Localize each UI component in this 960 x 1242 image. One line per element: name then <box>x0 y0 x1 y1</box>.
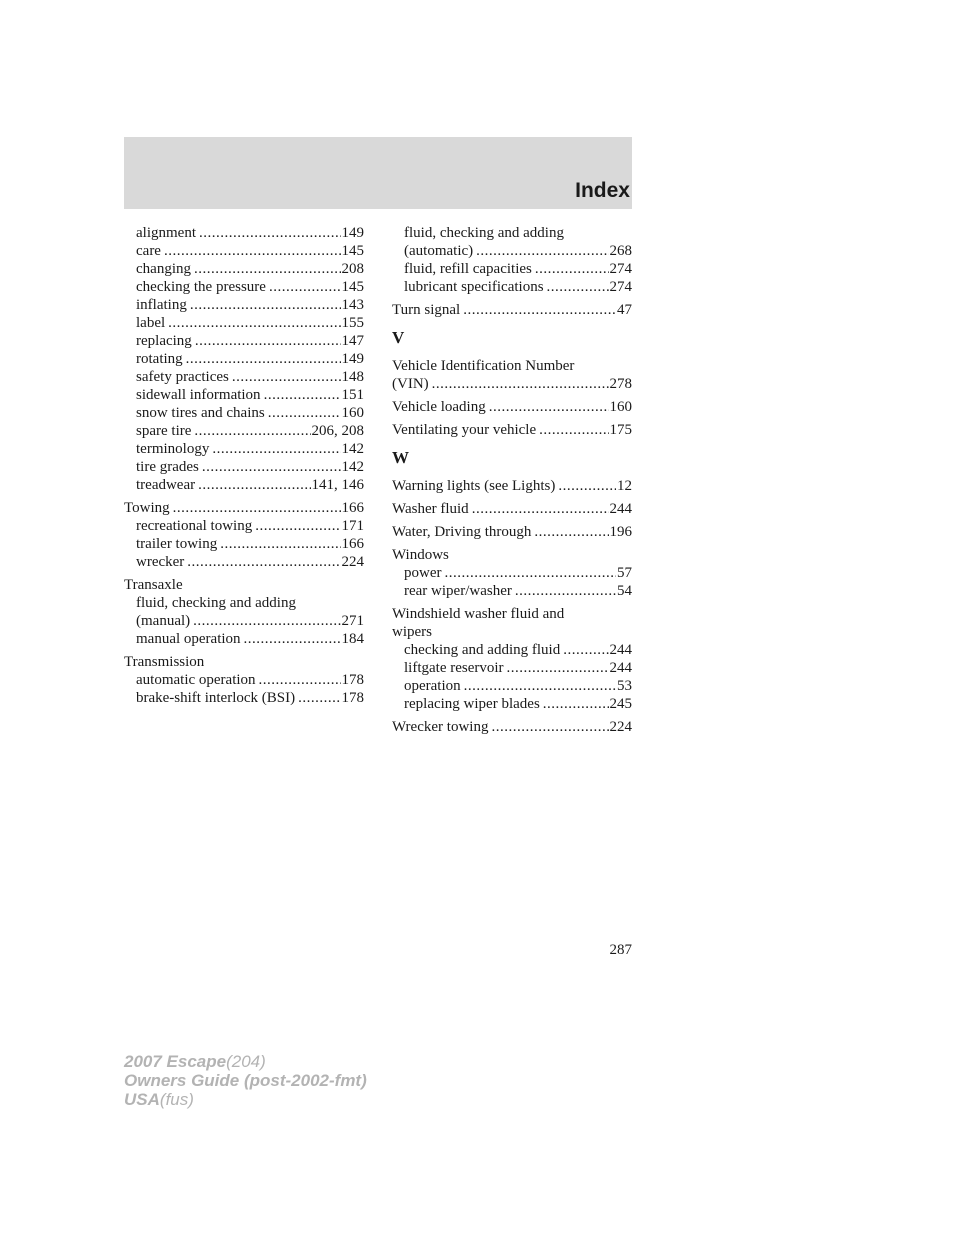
index-entry-row <box>136 242 364 260</box>
index-entry-row <box>136 689 364 707</box>
index-entry-label: inflating <box>136 297 187 313</box>
index-entry <box>392 523 632 541</box>
index-entry <box>124 314 364 332</box>
index-entry-row <box>136 422 364 440</box>
index-entry <box>392 500 632 518</box>
index-page-ref: 244 <box>609 642 632 658</box>
index-page-ref: 47 <box>617 302 632 318</box>
index-page-ref: 53 <box>617 678 632 694</box>
index-entry-label: Water, Driving through <box>392 524 532 540</box>
index-entry <box>124 671 364 689</box>
dot-leader <box>515 582 616 600</box>
dot-leader <box>198 476 310 494</box>
index-page-ref: 149 <box>341 225 364 241</box>
index-entry <box>124 689 364 707</box>
index-entry-label: operation <box>404 678 461 694</box>
index-page-ref: 160 <box>341 405 364 421</box>
dot-leader <box>547 278 609 296</box>
index-entry-row <box>404 564 632 582</box>
index-entry-label: Vehicle loading <box>392 399 486 415</box>
index-entry-row <box>136 332 364 350</box>
index-page-ref: 166 <box>341 500 364 516</box>
index-section-letter: W <box>392 448 409 467</box>
index-entry-label: Windows <box>392 547 449 563</box>
index-entry-row <box>404 695 632 713</box>
index-entry-label: treadwear <box>136 477 196 493</box>
dot-leader <box>464 677 616 695</box>
dot-leader <box>212 440 340 458</box>
index-entry-row <box>392 546 632 564</box>
index-entry-row <box>392 375 632 393</box>
index-page-ref: 160 <box>609 399 632 415</box>
index-page-ref: 244 <box>609 660 632 676</box>
index-entry-label: Transmission <box>124 654 205 670</box>
index-page-ref: 175 <box>609 422 632 438</box>
footer-market: USA <box>124 1090 160 1109</box>
dot-leader <box>298 689 340 707</box>
index-page-ref: 271 <box>341 613 364 629</box>
index-page-ref: 141, 146 <box>311 477 364 493</box>
index-entry <box>392 357 632 393</box>
dot-leader <box>563 641 608 659</box>
index-entry <box>124 630 364 648</box>
index-page-ref: 151 <box>341 387 364 403</box>
index-page-ref: 171 <box>341 518 364 534</box>
index-entry-label: brake-shift interlock (BSI) <box>136 690 296 706</box>
index-entry-row <box>392 421 632 439</box>
dot-leader <box>432 375 609 393</box>
index-entry-row <box>392 718 632 736</box>
dot-leader <box>193 612 340 630</box>
index-entry <box>124 499 364 517</box>
index-page-ref: 274 <box>609 261 632 277</box>
index-entry <box>392 582 632 600</box>
index-entry-row <box>136 368 364 386</box>
index-entry <box>392 659 632 677</box>
index-entry <box>392 260 632 278</box>
index-entry-row <box>136 553 364 571</box>
index-entry-label: changing <box>136 261 191 277</box>
dot-leader <box>199 224 341 242</box>
index-entry <box>124 260 364 278</box>
dot-leader <box>232 368 341 386</box>
index-entry <box>392 421 632 439</box>
index-page-ref: 142 <box>341 459 364 475</box>
dot-leader <box>259 671 341 689</box>
index-entry-row <box>136 630 364 648</box>
index-section-letter: V <box>392 328 405 347</box>
index-entry-label: Turn signal <box>392 302 461 318</box>
index-entry-row <box>404 677 632 695</box>
index-entry-row <box>124 576 364 594</box>
index-entry-label: automatic operation <box>136 672 256 688</box>
index-page-ref: 224 <box>341 554 364 570</box>
dot-leader <box>164 242 341 260</box>
index-column-right <box>392 224 632 736</box>
index-entry-label: checking and adding fluid <box>404 642 561 658</box>
index-entry <box>392 477 632 495</box>
index-entry <box>124 350 364 368</box>
index-entry <box>124 476 364 494</box>
footer-model-code: (204) <box>226 1052 266 1071</box>
dot-leader <box>194 422 310 440</box>
index-page-ref: 147 <box>341 333 364 349</box>
index-page-ref: 178 <box>341 690 364 706</box>
index-page-ref: 57 <box>617 565 632 581</box>
index-page-ref: 155 <box>341 315 364 331</box>
index-page-ref: 12 <box>617 478 632 494</box>
index-entry-row <box>404 582 632 600</box>
index-page-ref: 245 <box>609 696 632 712</box>
index-entry-label: liftgate reservoir <box>404 660 504 676</box>
dot-leader <box>269 278 341 296</box>
index-entry-label: Towing <box>124 500 170 516</box>
dot-leader <box>535 260 609 278</box>
index-entry-row <box>404 242 632 260</box>
index-page-ref: 142 <box>341 441 364 457</box>
index-entry-row <box>404 641 632 659</box>
index-page-ref: 208 <box>341 261 364 277</box>
dot-leader <box>491 718 608 736</box>
index-page-ref: 206, 208 <box>311 423 364 439</box>
index-entry-label: wrecker <box>136 554 185 570</box>
index-entry-label: alignment <box>136 225 196 241</box>
footer-guide: Owners Guide (post-2002-fmt) <box>124 1071 367 1090</box>
index-entry-row <box>124 499 364 517</box>
index-entry-row <box>136 440 364 458</box>
index-entry-label: snow tires and chains <box>136 405 265 421</box>
index-entry-label: tire grades <box>136 459 199 475</box>
index-entry-row <box>136 517 364 535</box>
index-entry <box>124 404 364 422</box>
index-entry-row <box>392 500 632 518</box>
index-entry <box>124 594 364 630</box>
index-entry-row <box>136 278 364 296</box>
index-entry-row <box>392 398 632 416</box>
index-entry-row <box>392 301 632 319</box>
index-entry <box>392 546 632 564</box>
index-entry-label: checking the pressure <box>136 279 266 295</box>
index-entry-label-line: fluid, checking and adding <box>404 225 564 241</box>
index-page-ref: 148 <box>341 369 364 385</box>
index-entry-label-line: wipers <box>392 624 432 640</box>
index-entry <box>392 278 632 296</box>
index-page-ref: 145 <box>341 279 364 295</box>
index-entry-label: manual operation <box>136 631 241 647</box>
index-entry <box>124 386 364 404</box>
dot-leader <box>186 350 341 368</box>
index-entry-label: Transaxle <box>124 577 183 593</box>
dot-leader <box>463 301 616 319</box>
page-number: 287 <box>609 942 632 958</box>
index-entry-label: (VIN) <box>392 376 429 392</box>
index-entry-row <box>404 278 632 296</box>
index-header-band <box>124 137 632 209</box>
dot-leader <box>195 332 341 350</box>
index-entry-label-line: fluid, checking and adding <box>136 595 296 611</box>
index-entry-row <box>136 458 364 476</box>
index-entry-label: (manual) <box>136 613 191 629</box>
index-entry-label: power <box>404 565 442 581</box>
index-entry-label-line: Vehicle Identification Number <box>392 358 575 374</box>
index-page-ref: 196 <box>609 524 632 540</box>
dot-leader <box>445 564 617 582</box>
index-entry-label: Warning lights (see Lights) <box>392 478 556 494</box>
index-entry-row <box>404 260 632 278</box>
index-page-ref: 244 <box>609 501 632 517</box>
dot-leader <box>534 523 608 541</box>
index-entry <box>392 695 632 713</box>
index-entry-label: replacing <box>136 333 192 349</box>
index-entry <box>124 368 364 386</box>
index-entry-row <box>404 659 632 677</box>
index-page-ref: 278 <box>609 376 632 392</box>
index-entry-label: sidewall information <box>136 387 261 403</box>
index-page-ref: 166 <box>341 536 364 552</box>
dot-leader <box>187 553 340 571</box>
index-entry-row <box>136 612 364 630</box>
index-entry-label: recreational towing <box>136 518 253 534</box>
index-entry <box>392 605 632 641</box>
index-entry <box>124 332 364 350</box>
index-entry-row <box>392 523 632 541</box>
index-entry-label: Washer fluid <box>392 501 469 517</box>
index-entry <box>124 242 364 260</box>
index-entry <box>124 440 364 458</box>
document-footer <box>124 1052 367 1109</box>
index-entry <box>124 517 364 535</box>
index-entry-row <box>136 386 364 404</box>
index-entry <box>124 296 364 314</box>
index-entry-label: rotating <box>136 351 183 367</box>
index-entry <box>124 553 364 571</box>
footer-model: 2007 Escape <box>124 1052 227 1071</box>
index-entry-label: safety practices <box>136 369 229 385</box>
index-page-ref: 224 <box>609 719 632 735</box>
index-page-ref: 178 <box>341 672 364 688</box>
index-page-ref: 184 <box>341 631 364 647</box>
dot-leader <box>255 517 340 535</box>
index-entry-row <box>124 653 364 671</box>
dot-leader <box>220 535 340 553</box>
index-entry-label: trailer towing <box>136 536 218 552</box>
dot-leader <box>168 314 340 332</box>
index-entry-label: Wrecker towing <box>392 719 489 735</box>
index-entry-label: label <box>136 315 166 331</box>
dot-leader <box>268 404 341 422</box>
index-entry-label: care <box>136 243 161 259</box>
index-entry <box>392 677 632 695</box>
index-page-ref: 268 <box>609 243 632 259</box>
index-column-left <box>124 224 364 707</box>
index-entry-row <box>392 477 632 495</box>
dot-leader <box>543 695 609 713</box>
dot-leader <box>476 242 608 260</box>
index-entry-row <box>136 671 364 689</box>
index-entry-row <box>136 224 364 242</box>
index-entry-row <box>136 476 364 494</box>
index-entry <box>124 224 364 242</box>
index-entry <box>124 458 364 476</box>
index-entry <box>124 278 364 296</box>
index-page-ref: 149 <box>341 351 364 367</box>
index-page-ref: 145 <box>341 243 364 259</box>
dot-leader <box>190 296 341 314</box>
index-page-ref: 54 <box>617 583 632 599</box>
index-entry <box>124 422 364 440</box>
index-entry-label: rear wiper/washer <box>404 583 512 599</box>
index-entry <box>392 224 632 260</box>
dot-leader <box>489 398 609 416</box>
index-entry <box>392 564 632 582</box>
dot-leader <box>194 260 341 278</box>
index-entry-row <box>136 404 364 422</box>
index-entry-label: lubricant specifications <box>404 279 544 295</box>
dot-leader <box>558 477 616 495</box>
index-entry-row <box>136 350 364 368</box>
index-page-ref: 143 <box>341 297 364 313</box>
index-entry-label-line: Windshield washer fluid and <box>392 606 565 622</box>
index-entry <box>124 576 364 594</box>
index-entry-row <box>136 535 364 553</box>
index-entry <box>124 535 364 553</box>
index-entry-row <box>136 296 364 314</box>
index-entry-label: terminology <box>136 441 210 457</box>
dot-leader <box>539 421 608 439</box>
index-entry-label: Ventilating your vehicle <box>392 422 537 438</box>
index-entry <box>392 398 632 416</box>
index-entry <box>392 641 632 659</box>
dot-leader <box>264 386 341 404</box>
footer-market-code: (fus) <box>159 1090 194 1109</box>
index-entry-label: (automatic) <box>404 243 474 259</box>
dot-leader <box>244 630 341 648</box>
index-entry <box>124 653 364 671</box>
index-entry-label: fluid, refill capacities <box>404 261 532 277</box>
index-entry-label: spare tire <box>136 423 192 439</box>
index-entry-label: replacing wiper blades <box>404 696 540 712</box>
index-entry-row <box>136 314 364 332</box>
index-entry <box>392 718 632 736</box>
index-entry-row <box>136 260 364 278</box>
dot-leader <box>202 458 341 476</box>
dot-leader <box>472 500 609 518</box>
dot-leader <box>507 659 609 677</box>
dot-leader <box>173 499 341 517</box>
index-page-ref: 274 <box>609 279 632 295</box>
page-title: Index <box>575 179 630 202</box>
index-entry <box>392 301 632 319</box>
